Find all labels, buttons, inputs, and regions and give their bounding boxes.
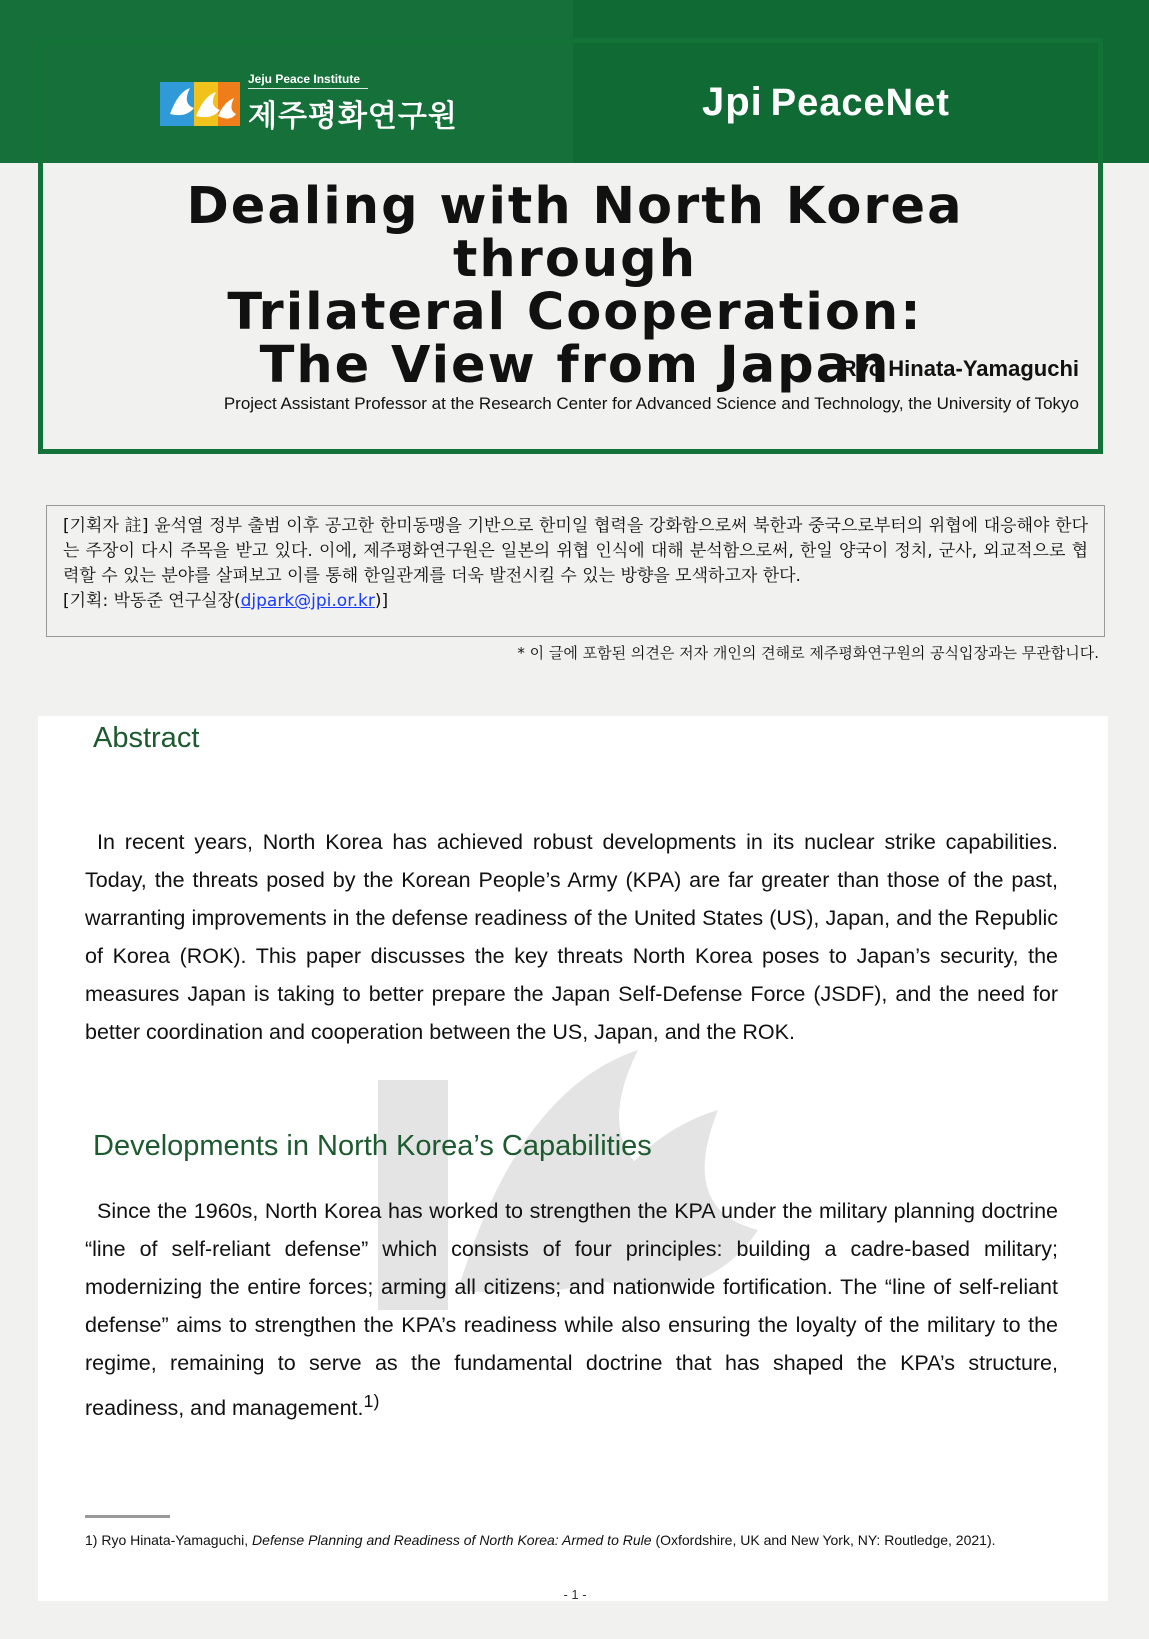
jeju-peace-institute-logo — [160, 72, 458, 135]
developments-paragraph-text: Since the 1960s, North Korea has worked to strengthen the KPA under the military planning doctrine “line of self-reliant defense” which consists of four principles: building a cadre-based military; modernizing the entire forces; arming all citizens; and nationwide fortification. The “line of self-reliant defense” aims to strengthen the KPA’s readiness while also ensuring the loyalty of the military to the regime, remaining to serve as the fundamental doctrine that has shaped the KPA’s structure, readiness, and management. — [85, 1199, 1058, 1421]
author-name: Ryo Hinata-Yamaguchi — [840, 356, 1079, 381]
footnote-number: 1) — [85, 1532, 98, 1548]
footnote-publisher: (Oxfordshire, UK and New York, NY: Routledge, 2021). — [655, 1532, 996, 1548]
footnote-book-title: Defense Planning and Readiness of North Korea: Armed to Rule — [252, 1532, 652, 1548]
abstract-heading: Abstract — [93, 722, 200, 754]
editor-note-box — [46, 505, 1105, 637]
footnote-divider — [85, 1515, 170, 1518]
footnote — [85, 1532, 996, 1548]
developments-paragraph — [85, 1192, 1058, 1427]
disclaimer-note: * 이 글에 포함된 의견은 저자 개인의 견해로 제주평화연구원의 공식입장과는 무관합니다. — [517, 644, 1099, 662]
footnote-author: Ryo Hinata-Yamaguchi, — [101, 1532, 249, 1548]
footnote-reference: 1) — [363, 1391, 380, 1411]
page-number: - 1 - — [563, 1587, 587, 1602]
peacenet-brand-name: PeaceNet — [770, 82, 950, 124]
editor-email-link[interactable]: djpark@jpi.or.kr — [240, 591, 375, 611]
jpi-peacenet-logo — [702, 80, 950, 125]
editor-note-text: [기획자 註] 윤석열 정부 출범 이후 공고한 한미동맹을 기반으로 한미일 협력을 강화함으로써 북한과 중국으로부터의 위협에 대응해야 한다는 주장이 다시 주목을 받고 있다. 이에, 제주평화연구원은 일본의 위협 인식에 대해 분석함으로써, 한일 양국이 정치, 군사, 외교적으로 협력할 수 있는 분야를 살펴보고 이를 통해 한일관계를 더욱 발전시킬 수 있는 방향을 모색하고자 한다. — [63, 516, 1088, 586]
title-line-3: The View from Japan — [259, 336, 891, 395]
editor-credit-suffix: )] — [374, 591, 389, 611]
editor-credit-prefix: [기획: 박동준 연구실장( — [63, 591, 241, 611]
abstract-paragraph: In recent years, North Korea has achieved robust developments in its nuclear strike capabilities. Today, the threats posed by the Korean People’s Army (KPA) are far greater than those of the past, warranting improvements in the defense readiness of the United States (US), Japan, and the Republic of Korea (ROK). This paper discusses the key threats North Korea poses to Japan’s security, the measures Japan is taking to better prepare the Japan Self-Defense Force (JSDF), and the need for better coordination and cooperation between the US, Japan, and the ROK. — [85, 830, 1058, 1044]
title-line-2: Trilateral Cooperation: — [227, 283, 923, 342]
institute-name-ko: 제주평화연구원 — [248, 99, 458, 134]
jpi-brand-mark: Jpi — [702, 80, 763, 124]
institute-name-en: Jeju Peace Institute — [248, 72, 361, 86]
author-affiliation: Project Assistant Professor at the Research Center for Advanced Science and Technology, the University of Tokyo — [223, 394, 1079, 413]
dove-logo-icon — [160, 74, 240, 134]
developments-heading: Developments in North Korea’s Capabilities — [93, 1130, 652, 1162]
logo-divider — [248, 88, 368, 89]
title-line-1: Dealing with North Korea through — [186, 177, 964, 289]
